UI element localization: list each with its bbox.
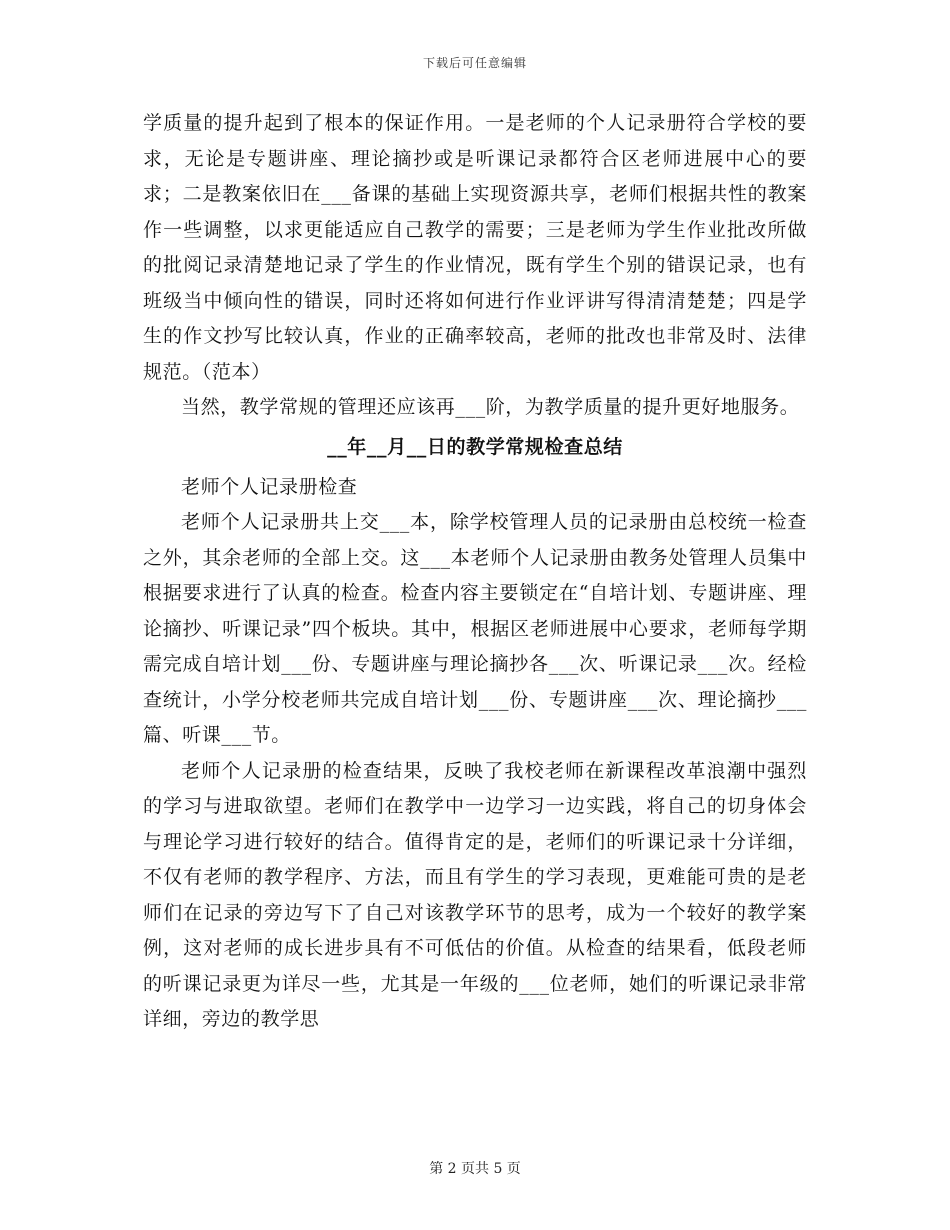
paragraph-continued: 学质量的提升起到了根本的保证作用。一是老师的个人记录册符合学校的要求，无论是专题讲座、理论摘抄或是听课记录都符合区老师进展中心的要求；二是教案依旧在___备课的基础上实现资源共享，老师们根据共性的教案作一些调整，以求更能适应自己教学的需要；三是老师为学生作业批改所做的批阅记录清楚地记录了学生的作业情况，既有学生个别的错误记录，也有班级当中倾向性的错误，同时还将如何进行作业评讲写得清清楚楚；四是学生的作文抄写比较认真，作业的正确率较高，老师的批改也非常及时、法律规范。（范本） — [143, 112, 807, 383]
paragraph-conclusion: 当然，教学常规的管理还应该再___阶，为教学质量的提升更好地服务。 — [181, 396, 800, 418]
subheading-record-check: 老师个人记录册检查 — [181, 475, 358, 498]
page-footer: 第 2 页共 5 页 — [429, 1161, 521, 1177]
paragraph-record-results: 老师个人记录册的检查结果，反映了我校老师在新课程改革浪潮中强烈的学习与进取欲望。老师们在教学中一边学习一边实践，将自己的切身体会与理论学习进行较好的结合。值得肯定的是，老师们的听课记录十分详细，不仅有老师的教学程序、方法，而且有学生的学习表现，更难能可贵的是老师们在记录的旁边写下了自己对该教学环节的思考，成为一个较好的教学案例，这对老师的成长进步具有不可低估的价值。从检查的结果看，低段老师的听课记录更为详尽一些，尤其是一年级的___位老师，她们的听课记录非常详细，旁边的教学思 — [143, 759, 807, 1030]
page-header: 下载后可任意编辑 — [422, 56, 527, 70]
paragraph-record-submission: 老师个人记录册共上交___本，除学校管理人员的记录册由总校统一检查之外，其余老师的全部上交。这___本老师个人记录册由教务处管理人员集中根据要求进行了认真的检查。检查内容主要锁定在“自培计划、专题讲座、理论摘抄、听课记录”四个板块。其中，根据区老师进展中心要求，老师每学期需完成自培计划___份、专题讲座与理论摘抄各___次、听课记录___次。经检查统计，小学分校老师共完成自培计划___份、专题讲座___次、理论摘抄___篇、听课___节。 — [143, 511, 807, 746]
section-title: __年__月__日的教学常规检查总结 — [327, 435, 623, 458]
document-body — [143, 106, 807, 1038]
